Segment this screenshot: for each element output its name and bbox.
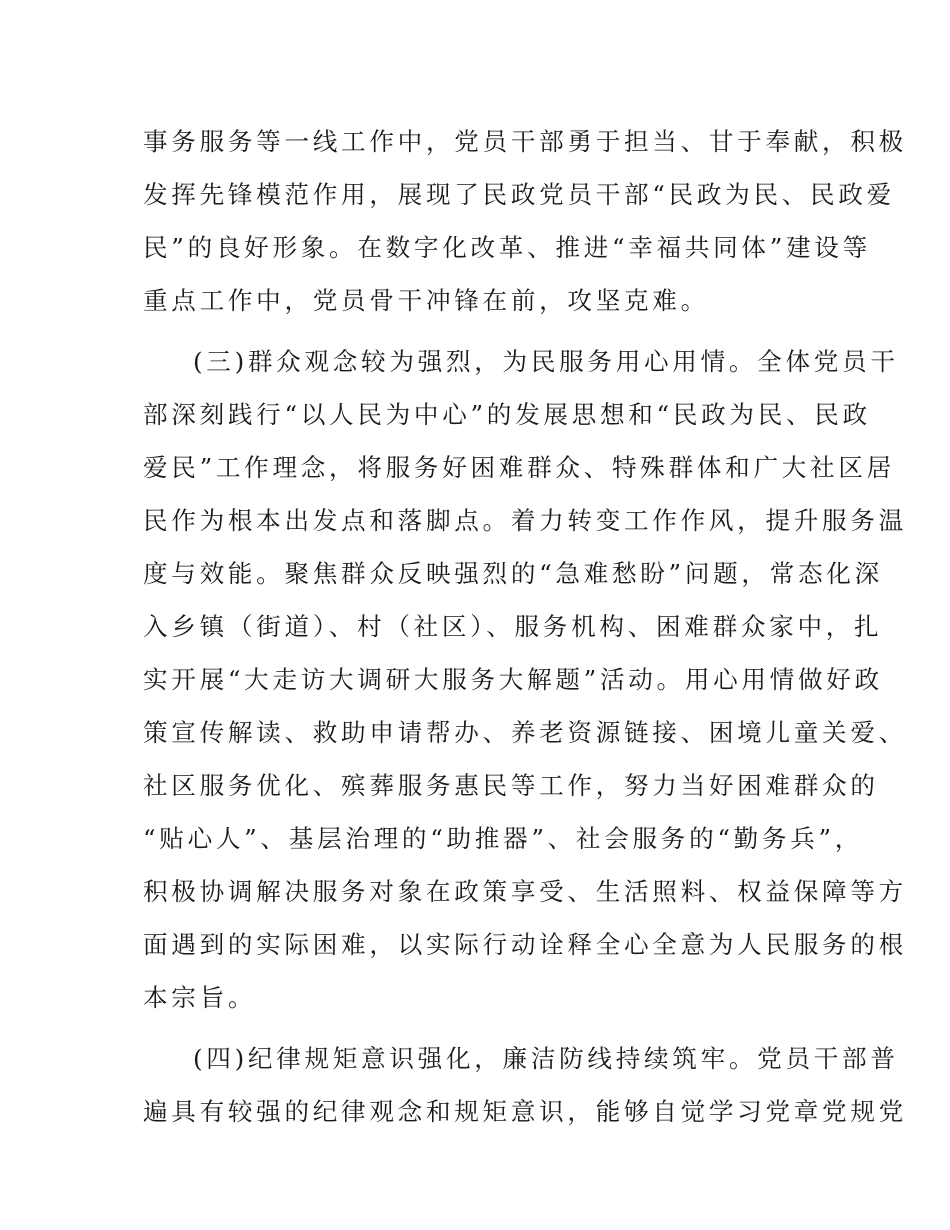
text-line: (三)群众观念较为强烈，为民服务用心用情。全体党员干 <box>193 347 899 376</box>
text-line: 入乡镇（街道）、村（社区）、服务机构、困难群众家中，扎 <box>143 612 883 641</box>
text-line: 遍具有较强的纪律观念和规矩意识，能够自觉学习党章党规党 <box>143 1097 907 1126</box>
text-line: 面遇到的实际困难，以实际行动诠释全心全意为人民服务的根 <box>143 930 907 959</box>
text-line: 民”的良好形象。在数字化改革、推进“幸福共同体”建设等 <box>143 233 871 262</box>
text-line: 实开展“大走访大调研大服务大解题”活动。用心用情做好政 <box>143 665 883 694</box>
text-line: 事务服务等一线工作中，党员干部勇于担当、甘于奉献，积极 <box>143 127 907 156</box>
text-line: 民作为根本出发点和落脚点。着力转变工作作风，提升服务温 <box>143 506 907 535</box>
text-line: 社区服务优化、殡葬服务惠民等工作，努力当好困难群众的 <box>143 771 879 800</box>
text-line: (四)纪律规矩意识强化，廉洁防线持续筑牢。党员干部普 <box>193 1044 899 1073</box>
text-line: “贴心人”、基层治理的“助推器”、社会服务的“勤务兵”， <box>143 824 864 853</box>
text-line: 部深刻践行“以人民为中心”的发展思想和“民政为民、民政 <box>143 400 871 429</box>
text-line: 度与效能。聚焦群众反映强烈的“急难愁盼”问题，常态化深 <box>143 559 883 588</box>
text-line: 策宣传解读、救助申请帮办、养老资源链接、困境儿童关爱、 <box>143 718 907 747</box>
text-line: 重点工作中，党员骨干冲锋在前，攻坚克难。 <box>143 286 709 315</box>
text-line: 积极协调解决服务对象在政策享受、生活照料、权益保障等方 <box>143 877 907 906</box>
text-line: 爱民”工作理念，将服务好困难群众、特殊群体和广大社区居 <box>143 453 895 482</box>
text-line: 本宗旨。 <box>143 983 257 1012</box>
text-line: 发挥先锋模范作用，展现了民政党员干部“民政为民、民政爱 <box>143 180 895 209</box>
